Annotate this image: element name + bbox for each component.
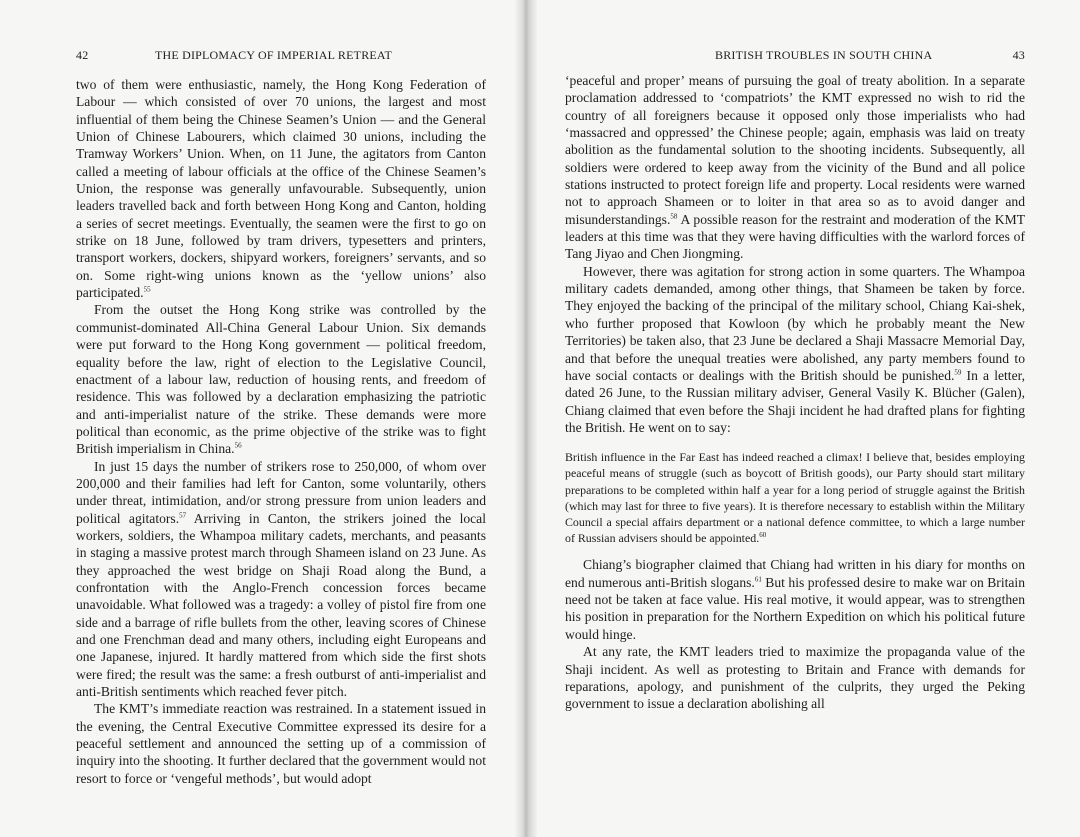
right-page xyxy=(527,0,1080,837)
paragraph: In just 15 days the number of strikers rose to 250,000, of whom over 200,000 and their families had left for Canton, some voluntarily, others under threat, intimidation, and/or strong pressure from union leaders and political agitators.$^{57}$ Arriving in Canton, the strikers joined the local workers, soldiers, the Whampoa military cadets, merchants, and peasants in staging a massive protest march through Shameen island on 23 June. As they approached the west bridge on Shaji Road along the Bund, a confrontation with the Anglo-French concession forces became unavoidable. What followed was a tragedy: a volley of pistol fire from one side and a barrage of rifle bullets from the other, leaving scores of Chinese and one Frenchman dead and many others, including eight Europeans and one Japanese, injured. It hardly mattered from which side the first shots were fired; the result was the same: a fresh outburst of anti-imperialist and anti-British sentiments which reached fever pitch. xyxy=(76,458,486,700)
right-page-body xyxy=(565,72,1025,713)
right-page-number: 43 xyxy=(1012,48,1025,62)
paragraph: From the outset the Hong Kong strike was controlled by the communist-dominated All-China General Labour Union. Six demands were put forward to the Hong Kong government — political freedom, equality before the law, right of election to the Legislative Council, enactment of a labour law, reduction of housing rents, and freedom of residence. This was followed by a declaration emphasizing the patriotic and anti-imperialist nature of the strike. These demands were more political than economic, as the prime objective of the strike was to fight British imperialism in China.$^{56}$ xyxy=(76,302,486,457)
footnote-ref: 60 xyxy=(759,531,767,540)
left-page xyxy=(0,0,527,837)
footnote-ref: 57 xyxy=(179,511,187,520)
footnote-ref: 61 xyxy=(754,575,762,584)
footnote-ref: 59 xyxy=(954,368,962,377)
paragraph: However, there was agitation for strong action in some quarters. The Whampoa military cadets demanded, among other things, that Shameen be taken by force. They enjoyed the backing of the principal of the military school, Chiang Kai-shek, who further proposed that Kowloon (by which he probably meant the New Territories) be taken also, that 23 June be declared a Shaji Massacre Memorial Day, and that before the unequal treaties were abolished, any party members found to have social contacts or dealings with the British should be punished.$^{59}$ In a letter, dated 26 June, to the Russian military adviser, General Vasily K. Blücher (Galen), Chiang claimed that even before the Shaji incident he had drafted plans for fighting the British. He went on to say: xyxy=(565,263,1025,435)
footnote-ref: 56 xyxy=(234,441,242,450)
left-page-body xyxy=(76,76,486,787)
block-quote: British influence in the Far East has indeed reached a climax! I believe that, besides employing peaceful means of struggle (such as boycott of British goods), our Party should start military preparations to be completed within half a year for a long period of struggle against the British (which may last for three to five years). It is therefore necessary to establish within the Military Council a special affairs department or a national defence committee, to which a large number of Russian advisers should be appointed.$^{60}$ xyxy=(565,450,1025,546)
paragraph: Chiang’s biographer claimed that Chiang had written in his diary for months on end numerous anti-British slogans.$^{61}$ But his professed desire to make war on Britain need not be taken at face value. His real motive, it would appear, was to strengthen his position in preparation for the Northern Expedition on which his political future would hinge. xyxy=(565,557,1025,642)
book-gutter xyxy=(515,0,537,837)
footnote-ref: 55 xyxy=(143,285,151,294)
paragraph: At any rate, the KMT leaders tried to maximize the propaganda value of the Shaji incident. As well as protesting to Britain and France with demands for reparations, apology, and punishment of the culprits, they urged the Peking government to issue a declaration abolishing all xyxy=(565,644,1025,712)
paragraph: two of them were enthusiastic, namely, the Hong Kong Federation of Labour — which consisted of over 70 unions, the largest and most influential of them being the Chinese Seamen’s Union — and the General Union of Chinese Labourers, which claimed 30 unions, including the Tramway Workers’ Union. When, on 11 June, the agitators from Canton called a meeting of labour officials at the office of the Chinese Seamen’s Union, the response was generally unfavourable. Subsequently, union leaders travelled back and forth between Hong Kong and Canton, holding a series of secret meetings. Eventually, the seamen were the first to go on strike on 18 June, followed by tram drivers, typesetters and printers, transport workers, dockers, shipyard workers, foreigners’ servants, and so on. Some right-wing unions known as the ‘yellow unions’ also participated.$^{55}$ xyxy=(76,77,486,301)
paragraph: The KMT’s immediate reaction was restrained. In a statement issued in the evening, the Central Executive Committee expressed its desire for a peaceful settlement and announced the setting up of a commission of inquiry into the shooting. It further declared that the government would not resort to force or ‘vengeful methods’, but would adopt xyxy=(76,701,486,786)
left-page-header xyxy=(76,48,486,64)
right-running-head: BRITISH TROUBLES IN SOUTH CHINA xyxy=(715,48,933,62)
left-running-head: THE DIPLOMACY OF IMPERIAL RETREAT xyxy=(154,48,392,62)
paragraph: ‘peaceful and proper’ means of pursuing the goal of treaty abolition. In a separate proclamation addressed to ‘compatriots’ the KMT expressed no wish to rid the country of all foreigners because it opposed only those imperialists who had ‘massacred and oppressed’ the Chinese people; again, emphasis was laid on treaty abolition as the fundamental solution to the shooting incidents. Subsequently, all soldiers were ordered to keep away from the vicinity of the Bund and all police stations instructed to protect foreign life and property. Local residents were warned not to approach Shameen or to loiter in that area so as to avoid danger and misunderstandings.$^{58}$ A possible reason for the restraint and moderation of the KMT leaders at this time was that they were having difficulties with the warlord forces of Tang Jiyao and Chen Jiongming. xyxy=(565,73,1025,262)
left-page-number: 42 xyxy=(76,48,89,62)
right-page-header xyxy=(565,48,1025,64)
footnote-ref: 58 xyxy=(670,212,678,221)
